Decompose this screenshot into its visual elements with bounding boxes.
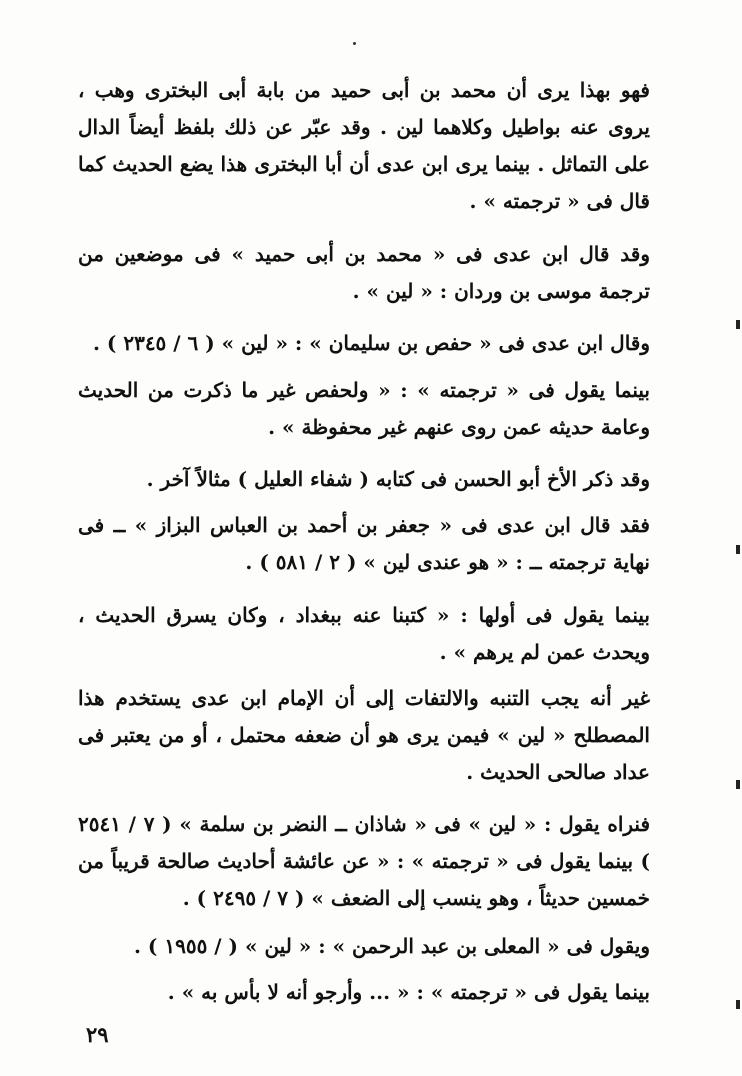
paragraph-text: ويقول فى « المعلى بن عبد الرحمن » : « لين » ( / ١٩٥٥ ) . — [134, 934, 650, 958]
paragraph-5 — [78, 461, 650, 498]
paragraph-text: وقد ذكر الأخ أبو الحسن فى كتابه ( شفاء العليل ) مثالاً آخر . — [146, 467, 650, 491]
paragraph-9 — [78, 806, 650, 917]
paragraph-text: غير أنه يجب التنبه والالتفات إلى أن الإمام ابن عدى يستخدم هذا المصطلح « لين » فيمن يرى هو أن ضعفه محتمل ، أو من يعتبر فى عداد صالحى الحديث . — [78, 686, 650, 784]
paragraph-10 — [78, 928, 650, 965]
scan-edge-mark — [736, 545, 740, 554]
paragraph-6 — [78, 507, 650, 581]
paragraph-8 — [78, 680, 650, 791]
paragraph-3 — [78, 325, 650, 362]
scan-edge-mark — [736, 780, 740, 789]
paragraph-text: فنراه يقول : « لين » فى « شاذان ــ النضر بن سلمة » ( ٧ / ٢٥٤١ ) بينما يقول فى « ترجمته » : « عن عائشة أحاديث صالحة قريباً من خمسين حديثاً ، وهو ينسب إلى الضعف » ( ٧ / ٢٤٩٥ ) . — [78, 812, 651, 910]
page-number: ٢٩ — [86, 1022, 109, 1047]
paragraph-text: فقد قال ابن عدى فى « جعفر بن أحمد بن العباس البزاز » ــ فى نهاية ترجمته ــ : « هو عندى لين » ( ٢ / ٥٨١ ) . — [78, 513, 650, 574]
header-dot — [353, 42, 356, 45]
paragraph-text: وقد قال ابن عدى فى « محمد بن أبى حميد » فى موضعين من ترجمة موسى بن وردان : « لين » . — [78, 242, 650, 303]
paragraph-1 — [78, 72, 650, 220]
paragraph-7 — [78, 597, 650, 671]
scan-edge-mark — [736, 1000, 740, 1009]
paragraph-4 — [78, 372, 650, 446]
scan-edge-mark — [736, 320, 740, 329]
paragraph-2 — [78, 236, 650, 310]
paragraph-text: وقال ابن عدى فى « حفص بن سليمان » : « لين » ( ٦ / ٢٣٤٥ ) . — [92, 331, 650, 355]
paragraph-text: بينما يقول فى أولها : « كتبنا عنه ببغداد ، وكان يسرق الحديث ، ويحدث عمن لم يرهم » . — [78, 603, 650, 664]
paragraph-text: بينما يقول فى « ترجمته » : « ... وأرجو أنه لا بأس به » . — [167, 980, 650, 1004]
paragraph-11 — [78, 974, 650, 1011]
paragraph-text: فهو بهذا يرى أن محمد بن أبى حميد من بابة أبى البخترى وهب ، يروى عنه بواطيل وكلاهما لين . وقد عبّر عن ذلك بلفظ أيضاً الدال على التماثل . بينما يرى ابن عدى أن أبا البخترى هذا يضع الحديث كما قال فى « ترجمته » . — [78, 78, 650, 213]
paragraph-text: بينما يقول فى « ترجمته » : « ولحفص غير ما ذكرت من الحديث وعامة حديثه عمن روى عنهم غير محفوظة » . — [78, 378, 650, 439]
